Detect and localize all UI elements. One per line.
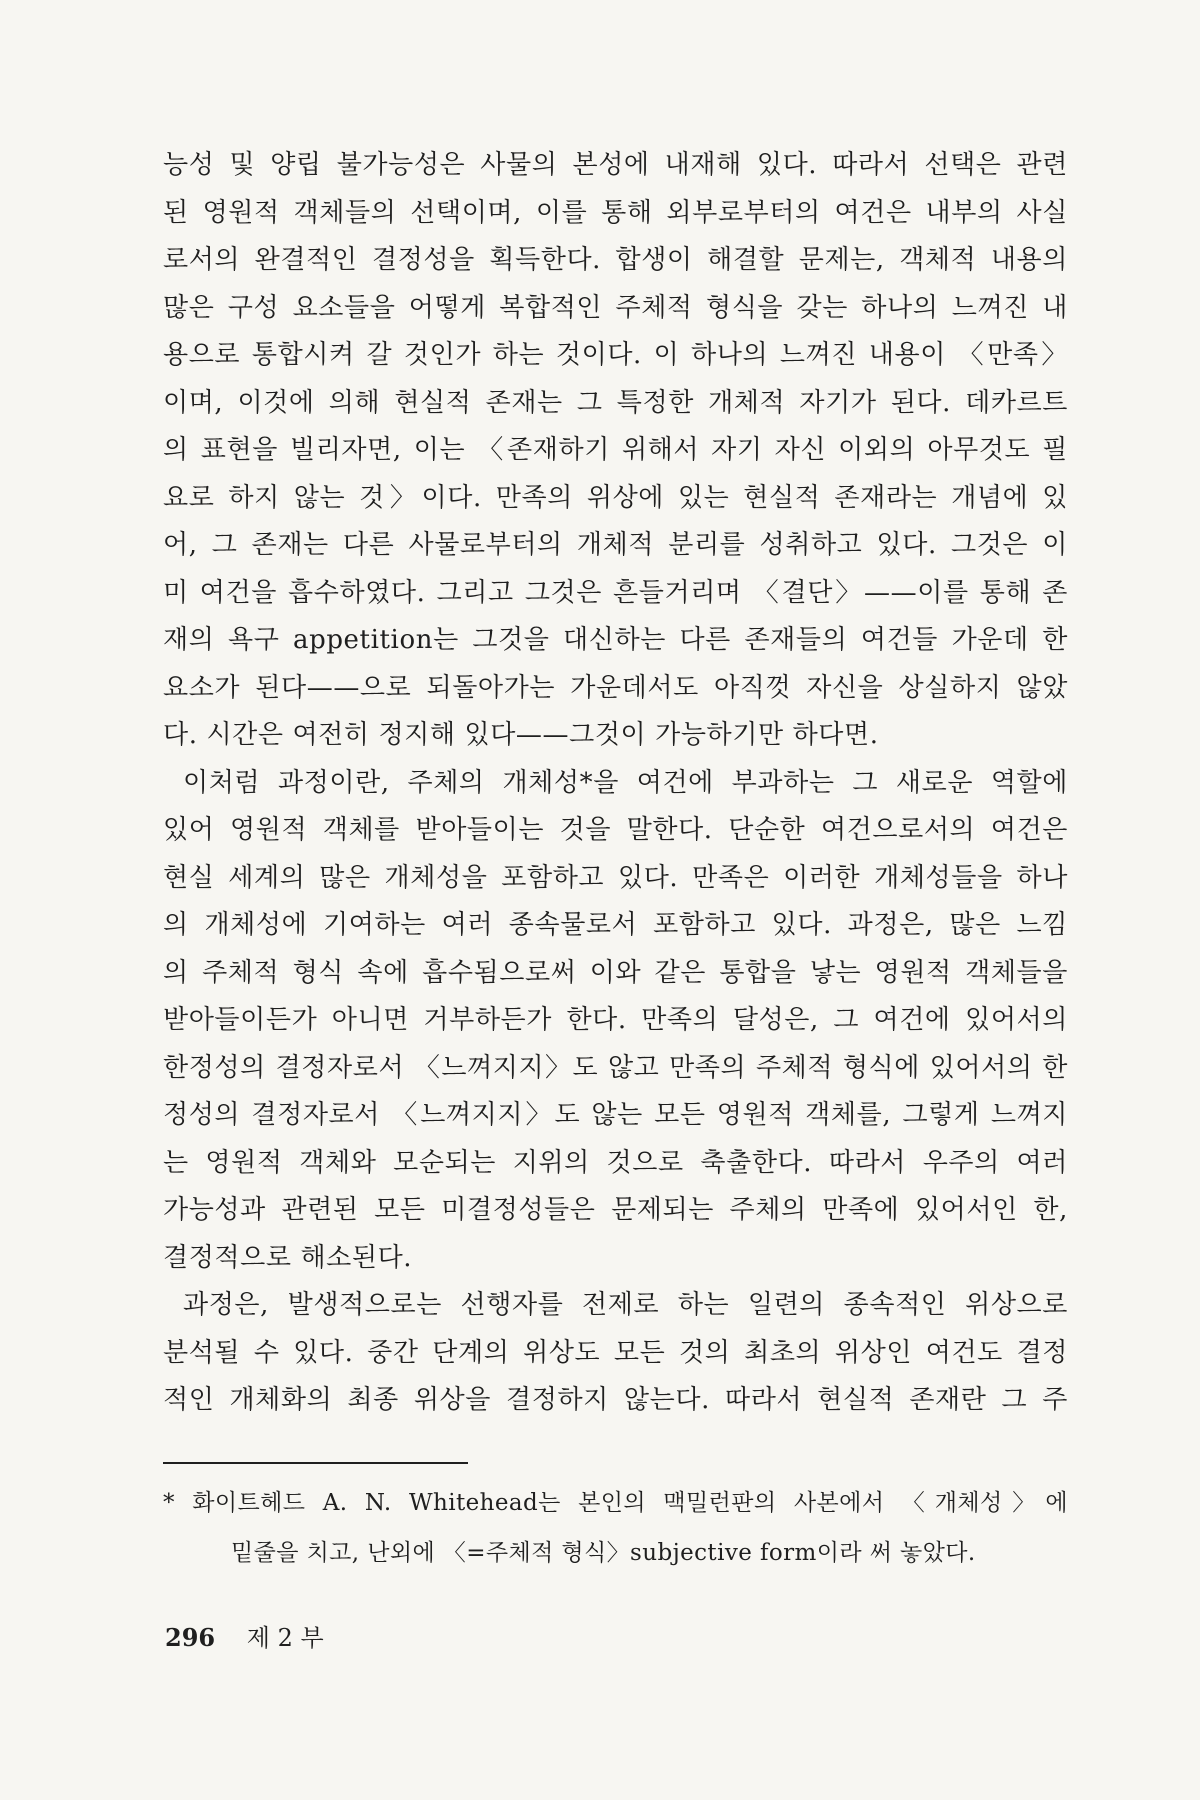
text-line: 있어 영원적 객체를 받아들이는 것을 말한다. 단순한 여건으로서의 여건은 xyxy=(163,815,1068,845)
text-line: 이며, 이것에 의해 현실적 존재는 그 특정한 개체적 자기가 된다. 데카르트 xyxy=(163,387,1068,418)
footnote-line: * 화이트헤드 A. N. Whitehead는 본인의 맥밀런판의 사본에서 〈개체성〉에 xyxy=(163,1490,1068,1516)
text-line: 의 개체성에 기여하는 여러 종속물로서 포함하고 있다. 과정은, 많은 느낌 xyxy=(163,910,1068,940)
footnote-divider xyxy=(163,1462,468,1464)
text-line: 능성 및 양립 불가능성은 사물의 본성에 내재해 있다. 따라서 선택은 관련 xyxy=(163,150,1068,180)
text-line: 한정성의 결정자로서 〈느껴지지〉도 않고 만족의 주체적 형식에 있어서의 한 xyxy=(163,1052,1068,1083)
text-line: 된 영원적 객체들의 선택이며, 이를 통해 외부로부터의 여건은 내부의 사실 xyxy=(163,197,1068,228)
text-line: 는 영원적 객체와 모순되는 지위의 것으로 축출한다. 따라서 우주의 여러 xyxy=(163,1147,1068,1178)
text-line: 과정은, 발생적으로는 선행자를 전제로 하는 일련의 종속적인 위상으로 xyxy=(183,1290,1068,1320)
text-line: 다. 시간은 여전히 정지해 있다——그것이 가능하기만 하다면. xyxy=(163,720,879,750)
text-line: 정성의 결정자로서 〈느껴지지〉도 않는 모든 영원적 객체를, 그렇게 느껴지 xyxy=(163,1100,1068,1130)
text-line: 받아들이든가 아니면 거부하든가 한다. 만족의 달성은, 그 여건에 있어서의 xyxy=(163,1005,1068,1035)
part-label: 제 2 부 xyxy=(246,1624,324,1652)
text-line: 이처럼 과정이란, 주체의 개체성*을 여건에 부과하는 그 새로운 역할에 xyxy=(183,767,1068,798)
text-line: 어, 그 존재는 다른 사물로부터의 개체적 분리를 성취하고 있다. 그것은 이 xyxy=(163,530,1068,560)
page-number: 296 xyxy=(165,1623,216,1652)
text-line: 가능성과 관련된 모든 미결정성들은 문제되는 주체의 만족에 있어서인 한, xyxy=(163,1195,1068,1225)
text-line: 미 여건을 흡수하였다. 그리고 그것은 흔들거리며 〈결단〉——이를 통해 존 xyxy=(163,577,1068,608)
text-line: 결정적으로 해소된다. xyxy=(163,1242,413,1273)
text-line: 많은 구성 요소들을 어떻게 복합적인 주체적 형식을 갖는 하나의 느껴진 내 xyxy=(163,292,1068,323)
body-text xyxy=(163,142,1068,1425)
text-line: 의 표현을 빌리자면, 이는 〈존재하기 위해서 자기 자신 이외의 아무것도 필 xyxy=(163,435,1068,465)
page-footer xyxy=(165,1618,324,1653)
text-line: 적인 개체화의 최종 위상을 결정하지 않는다. 따라서 현실적 존재란 그 주 xyxy=(163,1385,1068,1415)
text-line: 용으로 통합시켜 갈 것인가 하는 것이다. 이 하나의 느껴진 내용이 〈만족〉 xyxy=(163,340,1068,370)
text-line: 의 주체적 형식 속에 흡수됨으로써 이와 같은 통합을 낳는 영원적 객체들을 xyxy=(163,957,1068,988)
footnote-line: 밑줄을 치고, 난외에 〈=주체적 형식〉subjective form이라 써 놓았다. xyxy=(231,1540,976,1566)
text-line: 분석될 수 있다. 중간 단계의 위상도 모든 것의 최초의 위상인 여건도 결정 xyxy=(163,1337,1068,1368)
footnote xyxy=(163,1478,1068,1578)
text-line: 요로 하지 않는 것〉이다. 만족의 위상에 있는 현실적 존재라는 개념에 있 xyxy=(163,482,1068,513)
text-line: 요소가 된다——으로 되돌아가는 가운데서도 아직껏 자신을 상실하지 않았 xyxy=(163,672,1068,703)
text-line: 현실 세계의 많은 개체성을 포함하고 있다. 만족은 이러한 개체성들을 하나 xyxy=(163,862,1068,893)
text-line: 로서의 완결적인 결정성을 획득한다. 합생이 해결할 문제는, 객체적 내용의 xyxy=(163,245,1068,275)
text-line: 재의 욕구 appetition는 그것을 대신하는 다른 존재들의 여건들 가운데 한 xyxy=(163,625,1068,655)
